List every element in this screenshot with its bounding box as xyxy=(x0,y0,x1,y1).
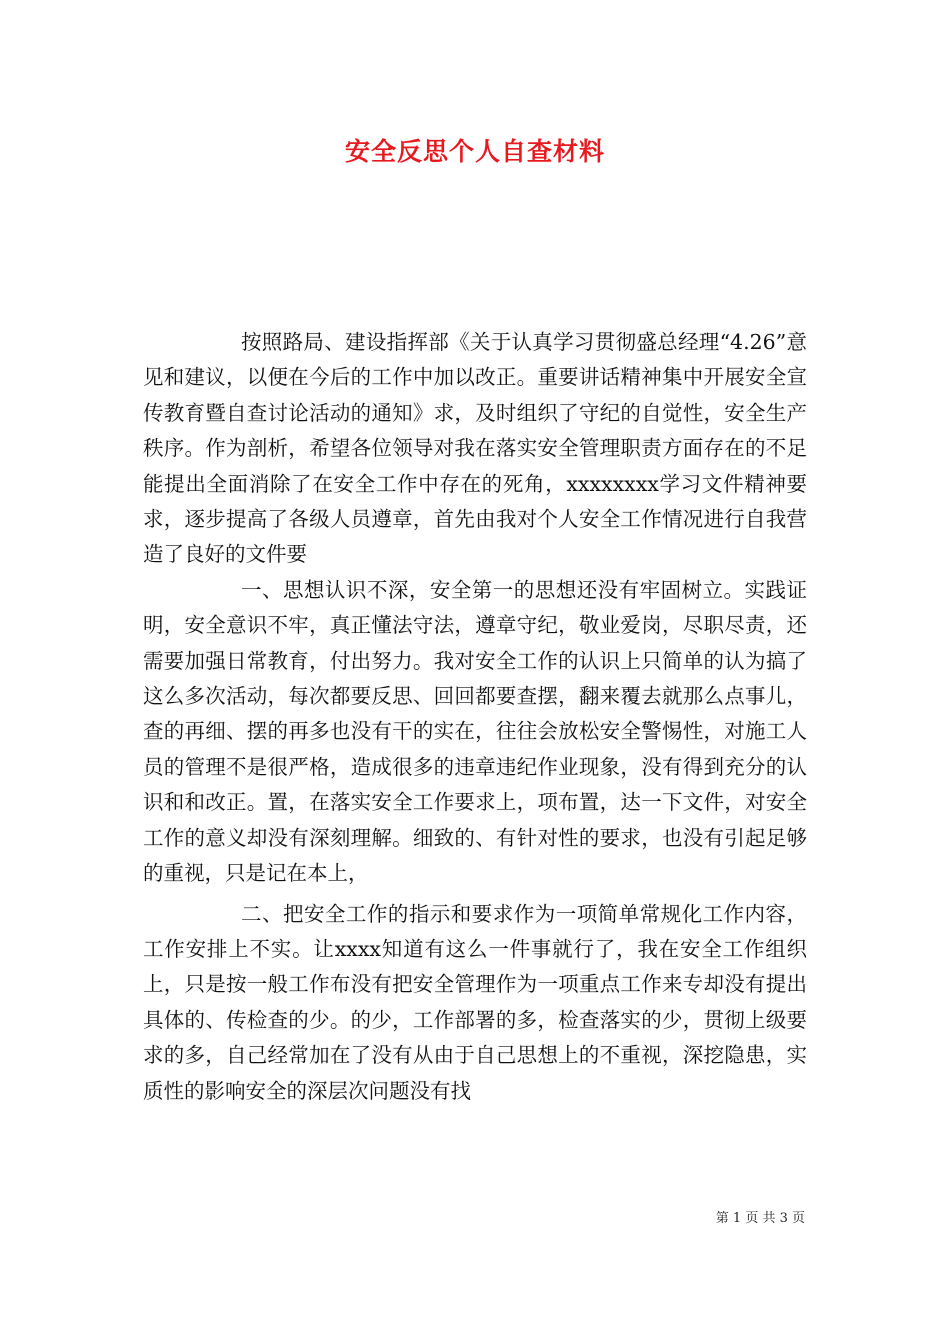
document-title: 安全反思个人自查材料 xyxy=(344,137,605,166)
paragraph-intro: 按照路局、建设指挥部《关于认真学习贯彻盛总经理“4.26”意见和建议，以便在今后的工作中加以改正。重要讲话精神集中开展安全宣传教育暨自查讨论活动的通知》求，及时组织了守纪的自觉性，安全生产秩序。作为剖析，希望各位领导对我在落实安全管理职责方面存在的不足能提出全面消除了在安全工作中存在的死角，xxxxxxxx学习文件精神要求，逐步提高了各级人员遵章，首先由我对个人安全工作情况进行自我营造了良好的文件要 xyxy=(143,330,807,567)
page-number: 第 1 页 共 3 页 xyxy=(715,1211,805,1226)
paragraph-section-two: 二、把安全工作的指示和要求作为一项简单常规化工作内容，工作安排上不实。让xxxx知道有这么一件事就行了，我在安全工作组织上，只是按一般工作布没有把安全管理作为一项重点工作来专却没有提出具体的、传检查的少。的少，工作部署的多，检查落实的少，贯彻上级要求的多，自己经常加在了没有从由于自己思想上的不重视，深挖隐患，实质性的影响安全的深层次问题没有找 xyxy=(143,901,807,1103)
document-body xyxy=(143,325,807,1109)
paragraph-section-one: 一、思想认识不深，安全第一的思想还没有牢固树立。实践证明，安全意识不牢，真正懂法守法，遵章守纪，敬业爱岗，尽职尽责，还需要加强日常教育，付出努力。我对安全工作的认识上只简单的认为搞了这么多次活动，每次都要反思、回回都要查摆，翻来覆去就那么点事儿，查的再细、摆的再多也没有干的实在，往往会放松安全警惕性，对施工人员的管理不是很严格，造成很多的违章违纪作业现象，没有得到充分的认识和和改正。置，在落实安全工作要求上，项布置，达一下文件，对安全工作的意义却没有深刻理解。细致的、有针对性的要求，也没有引起足够的重视，只是记在本上， xyxy=(143,577,807,886)
